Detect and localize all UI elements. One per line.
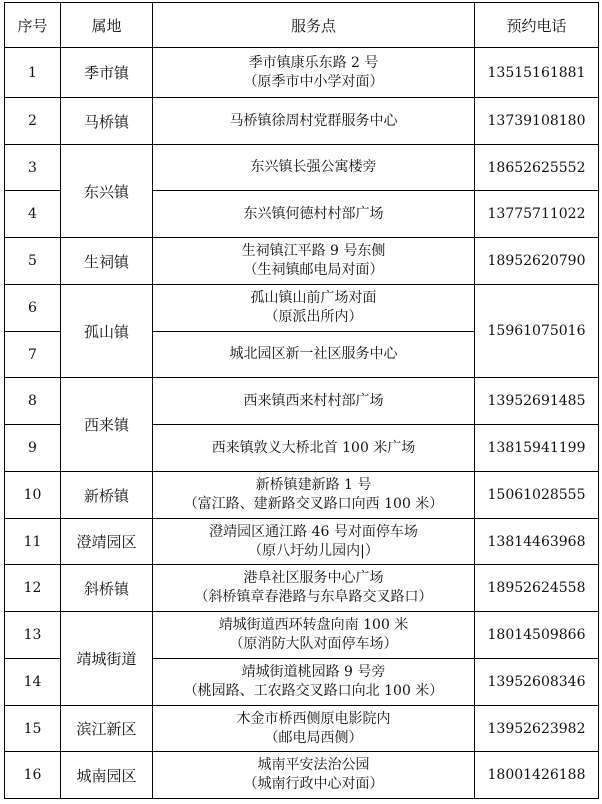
row-phone: 18952624558	[475, 565, 599, 612]
row-phone: 13815941199	[475, 425, 599, 472]
service-line-2: （原消防大队对面停车场）	[229, 636, 398, 652]
table-row	[5, 472, 599, 519]
row-phone: 13515161881	[475, 48, 599, 98]
table-row	[5, 48, 599, 98]
row-service-point	[153, 98, 475, 145]
row-service-point	[153, 519, 475, 565]
row-phone: 18652625552	[475, 145, 599, 191]
row-service-point	[153, 565, 475, 612]
row-service-point	[153, 752, 475, 799]
service-line-2: （富江路、建新路交叉路口向西 100 米）	[183, 496, 444, 512]
service-line-1: 新桥镇建新路 1 号	[255, 477, 372, 493]
table-row	[5, 98, 599, 145]
row-service-point	[153, 238, 475, 285]
row-no: 15	[5, 706, 61, 752]
row-phone: 18001426188	[475, 752, 599, 799]
service-line-1: 城北园区新一社区服务中心	[229, 346, 398, 362]
row-area: 澄靖园区	[61, 519, 153, 565]
row-no: 11	[5, 519, 61, 565]
header-phone: 预约电话	[475, 3, 599, 48]
header-row	[5, 3, 599, 48]
service-line-1: 季市镇康乐东路 2 号	[248, 54, 379, 71]
row-area: 季市镇	[61, 48, 153, 98]
row-phone: 18952620790	[475, 238, 599, 285]
row-area: 东兴镇	[61, 145, 153, 238]
row-phone: 15061028555	[475, 472, 599, 519]
table-row	[5, 285, 599, 332]
row-phone: 15961075016	[475, 285, 599, 378]
service-line-1: 城南平安法治公园	[257, 757, 370, 773]
header-no: 序号	[5, 3, 61, 48]
row-service-point	[153, 706, 475, 752]
row-no: 2	[5, 98, 61, 145]
row-no: 8	[5, 378, 61, 425]
row-no: 12	[5, 565, 61, 612]
service-line-2: （邮电局西侧）	[264, 729, 363, 746]
row-service-point	[153, 378, 475, 425]
row-no: 5	[5, 238, 61, 285]
row-area: 新桥镇	[61, 472, 153, 519]
service-point-table	[4, 2, 599, 799]
table-row	[5, 612, 599, 659]
row-service-point	[153, 612, 475, 659]
row-phone: 13814463968	[475, 519, 599, 565]
service-line-1: 港阜社区服务中心广场	[243, 570, 384, 586]
row-phone: 13952608346	[475, 659, 599, 706]
row-phone: 13952623982	[475, 706, 599, 752]
table-row	[5, 706, 599, 752]
row-no: 9	[5, 425, 61, 472]
table-row	[5, 378, 599, 425]
row-no: 14	[5, 659, 61, 706]
row-phone: 13952691485	[475, 378, 599, 425]
table-row	[5, 519, 599, 565]
service-line-2: （斜桥镇章春港路与东阜路交叉路口）	[194, 589, 433, 605]
row-no: 16	[5, 752, 61, 799]
row-area: 斜桥镇	[61, 565, 153, 612]
service-line-1: 靖城街道西环转盘向南 100 米	[218, 617, 409, 633]
row-area: 马桥镇	[61, 98, 153, 145]
service-line-1: 西来镇敦义大桥北首 100 米广场	[211, 439, 416, 456]
row-area: 滨江新区	[61, 706, 153, 752]
service-line-1: 东兴镇何德村村部广场	[243, 205, 384, 222]
service-line-1: 西来镇西来村村部广场	[243, 392, 384, 409]
service-line-2: （原季市中小学对面）	[243, 73, 384, 90]
table-row	[5, 565, 599, 612]
row-service-point	[153, 145, 475, 191]
service-line-2: （城南行政中心对面）	[243, 776, 384, 792]
service-line-2: （原八圩幼儿园内|）	[248, 542, 379, 559]
row-no: 3	[5, 145, 61, 191]
service-line-1: 澄靖园区通江路 46 号对面停车场	[209, 523, 418, 540]
header-service-point: 服务点	[153, 3, 475, 48]
service-line-2: （桃园路、工农路交叉路口向北 100 米）	[183, 683, 444, 699]
row-no: 10	[5, 472, 61, 519]
row-no: 6	[5, 285, 61, 332]
row-phone: 13775711022	[475, 191, 599, 238]
row-area: 城南园区	[61, 752, 153, 799]
service-line-2: （生祠镇邮电局对面）	[243, 262, 384, 278]
row-area: 西来镇	[61, 378, 153, 472]
row-service-point	[153, 332, 475, 378]
service-line-2: （原派出所内）	[264, 309, 363, 325]
row-service-point	[153, 48, 475, 98]
table-row	[5, 752, 599, 799]
row-area: 靖城街道	[61, 612, 153, 706]
row-service-point	[153, 425, 475, 472]
table-row	[5, 238, 599, 285]
row-phone: 18014509866	[475, 612, 599, 659]
service-line-1: 靖城街道桃园路 9 号旁	[241, 664, 386, 680]
header-area: 属地	[61, 3, 153, 48]
row-no: 4	[5, 191, 61, 238]
row-service-point	[153, 285, 475, 332]
row-service-point	[153, 659, 475, 706]
row-no: 13	[5, 612, 61, 659]
row-area: 生祠镇	[61, 238, 153, 285]
service-line-1: 孤山镇山前广场对面	[250, 290, 377, 306]
row-phone: 13739108180	[475, 98, 599, 145]
row-service-point	[153, 191, 475, 238]
row-no: 1	[5, 48, 61, 98]
row-service-point	[153, 472, 475, 519]
service-line-1: 东兴镇长强公寓楼旁	[250, 159, 377, 175]
table-row	[5, 145, 599, 191]
service-line-1: 木金市桥西侧原电影院内	[236, 710, 391, 727]
service-line-1: 生祠镇江平路 9 号东侧	[241, 243, 386, 259]
row-no: 7	[5, 332, 61, 378]
row-area: 孤山镇	[61, 285, 153, 378]
service-line-1: 马桥镇徐周村党群服务中心	[229, 112, 398, 129]
